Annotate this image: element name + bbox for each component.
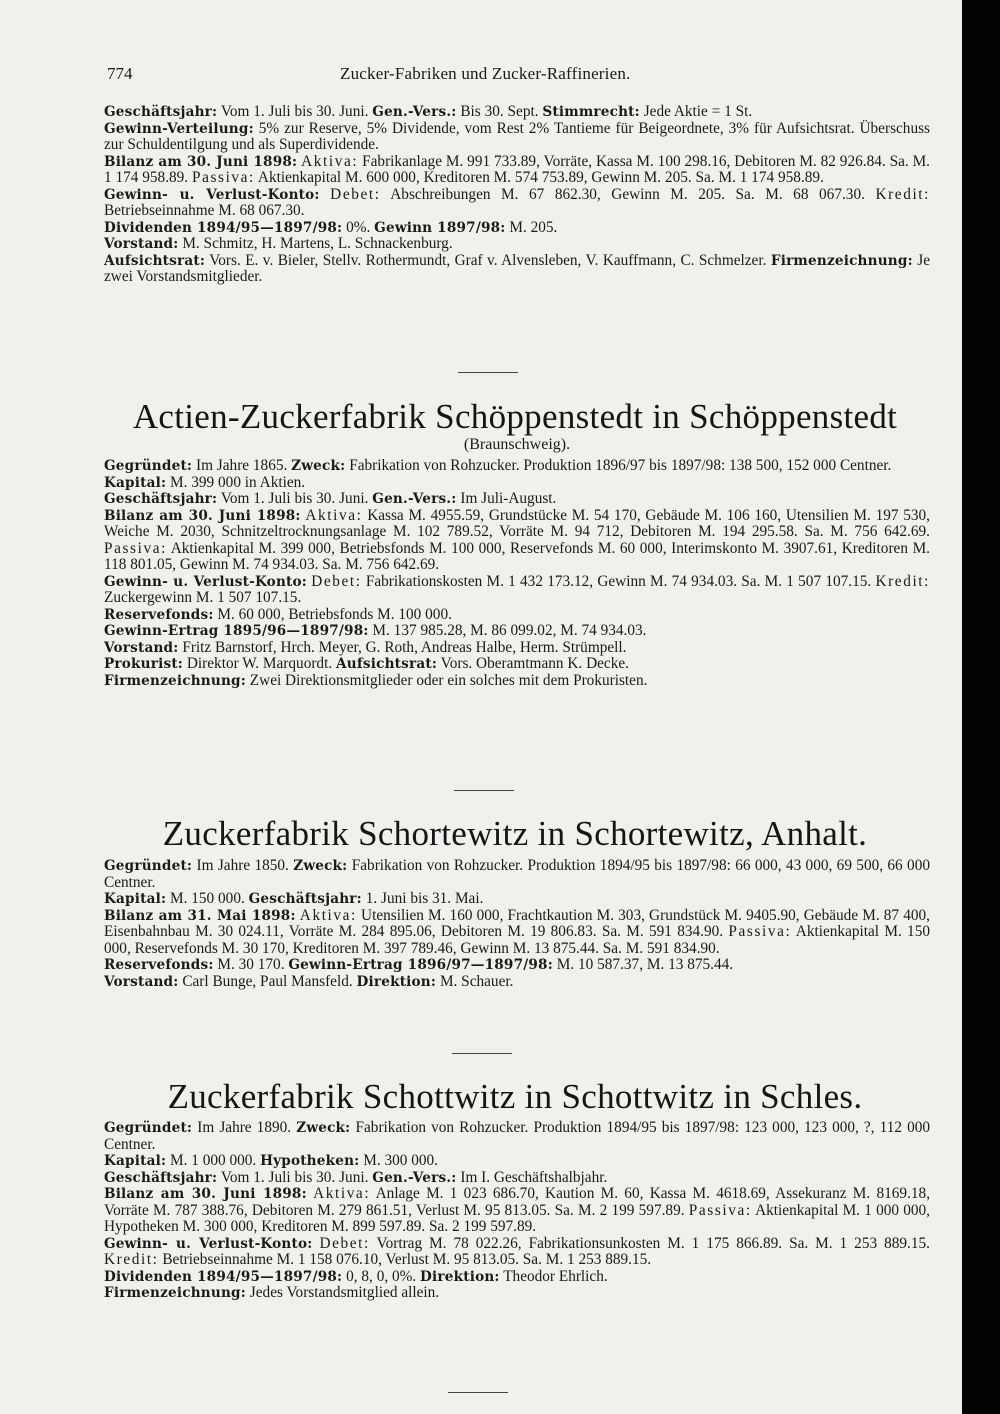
field-label: Kapital:	[104, 1153, 167, 1169]
field-sublabel: Kredit:	[875, 185, 930, 203]
field-sublabel: Aktiva:	[305, 506, 363, 524]
field-sublabel: Aktiva:	[301, 152, 359, 170]
company-entry	[104, 1120, 930, 1302]
entry-line	[104, 187, 930, 220]
field-value: Vom 1. Juli bis 30. Juni.	[220, 1168, 369, 1186]
field-value: 1. Juni bis 31. Mai.	[365, 890, 484, 907]
field-value: Vortrag M. 78 022.26, Fabrikationsunkosten M. 1 175 866.89. Sa. M. 1 253 889.15.	[376, 1234, 930, 1252]
company-title: Zuckerfabrik Schottwitz in Schottwitz in Schles.	[167, 1077, 863, 1116]
field-value: Je zwei Vorstandsmitglieder.	[104, 251, 930, 285]
entry-line	[104, 154, 930, 187]
field-value: Im I. Geschäftshalbjahr.	[460, 1168, 608, 1186]
field-label: Geschäftsjahr:	[248, 891, 362, 907]
field-label: Bilanz am 31. Mai 1898:	[104, 907, 296, 924]
field-sublabel: Debet:	[319, 1234, 370, 1252]
field-value: Im Jahre 1850.	[196, 857, 289, 874]
field-label: Direktion:	[420, 1268, 500, 1285]
field-value: M. 150 000.	[170, 890, 245, 907]
field-label: Direktion:	[356, 973, 437, 990]
field-value: Carl Bunge, Paul Mansfeld.	[182, 972, 353, 990]
field-label: Firmenzeichnung:	[104, 672, 246, 689]
field-label: Gen.-Vers.:	[372, 491, 457, 507]
section-divider	[452, 1053, 512, 1054]
field-value: M. Schmitz, H. Martens, L. Schnackenburg.	[182, 235, 453, 252]
field-label: Gen.-Vers.:	[372, 104, 457, 120]
field-value: M. 399 000 in Aktien.	[170, 473, 306, 491]
entry-line	[104, 623, 930, 640]
entry-line	[104, 458, 930, 475]
entry-line	[104, 656, 930, 673]
field-value: Im Jahre 1890.	[197, 1119, 292, 1136]
field-label: Aufsichtsrat:	[104, 252, 206, 269]
entry-line	[104, 1186, 930, 1236]
field-value: Aktienkapital M. 399 000, Betriebsfonds M. 100 000, Reservefonds M. 60 000, Interimskonto M. 3907.61, Kreditoren M. 118 801.05, Gewinn M. 74 934.03. Sa. M. 756 642.69.	[104, 539, 931, 573]
entry-line	[104, 974, 930, 991]
field-value: 0, 8, 0, 0%.	[346, 1267, 417, 1285]
entry-line	[104, 1269, 930, 1286]
field-value: Abschreibungen M. 67 862.30, Gewinn M. 205. Sa. M. 68 067.30.	[390, 185, 865, 203]
field-label: Gewinn- u. Verlust-Konto:	[104, 1235, 313, 1252]
entry-line	[104, 121, 930, 154]
field-value: M. 10 587.37, M. 13 875.44.	[556, 956, 734, 973]
entry-line	[104, 1120, 930, 1153]
field-label: Gegründet:	[104, 858, 193, 874]
entry-line	[104, 253, 930, 286]
field-value: Theodor Ehrlich.	[503, 1267, 608, 1285]
field-label: Aufsichtsrat:	[336, 656, 438, 672]
field-sublabel: Passiva:	[104, 539, 167, 557]
field-value: Aktienkapital M. 1 000 000, Hypotheken M. 300 000, Kreditoren M. 899 597.89. Sa. 2 199 597.89.	[104, 1201, 930, 1235]
field-label: Dividenden 1894/95—1897/98:	[104, 219, 343, 236]
field-label: Vorstand:	[104, 236, 179, 252]
field-label: Gen.-Vers.:	[372, 1169, 457, 1186]
entry-line	[104, 220, 930, 237]
field-sublabel: Kredit:	[875, 572, 930, 590]
company-entry	[104, 458, 930, 689]
field-label: Gewinn 1897/98:	[374, 219, 506, 236]
field-label: Bilanz am 30. Juni 1898:	[104, 153, 298, 170]
field-value: Vors. Oberamtmann K. Decke.	[440, 655, 629, 672]
field-label: Gewinn- u. Verlust-Konto:	[104, 186, 320, 203]
field-label: Zweck:	[296, 1120, 351, 1136]
field-label: Gewinn-Ertrag 1895/96—1897/98:	[104, 623, 369, 639]
field-label: Gewinn-Ertrag 1896/97—1897/98:	[288, 957, 553, 973]
field-value: Jede Aktie = 1 St.	[643, 103, 753, 120]
field-value: M. Schauer.	[439, 972, 514, 990]
field-sublabel: Passiva:	[191, 169, 255, 186]
field-label: Prokurist:	[104, 656, 184, 672]
entry-line	[104, 236, 930, 253]
field-value: M. 205.	[509, 218, 558, 236]
entry-line	[104, 508, 930, 574]
field-value: Fabrikation von Rohzucker. Produktion 1896/97 bis 1897/98: 138 500, 152 000 Centner.	[349, 457, 892, 474]
entry-line	[104, 1153, 930, 1170]
field-label: Geschäftsjahr:	[104, 491, 218, 507]
running-head	[103, 64, 933, 88]
company-location: (Braunschweig).	[463, 436, 571, 453]
entry-line	[104, 908, 930, 958]
entry-line	[104, 1285, 930, 1302]
entry-line	[104, 673, 930, 690]
entry-line	[104, 491, 930, 508]
field-sublabel: Debet:	[330, 185, 381, 203]
field-label: Kapital:	[104, 474, 167, 491]
field-sublabel: Passiva:	[688, 1201, 752, 1219]
field-value: Zwei Direktionsmitglieder oder ein solches mit dem Prokuristen.	[249, 671, 648, 689]
field-value: Vom 1. Juli bis 30. Juni.	[220, 490, 369, 507]
field-label: Zweck:	[291, 458, 346, 474]
field-label: Stimmrecht:	[542, 104, 640, 120]
entry-line	[104, 104, 930, 121]
entry-line	[104, 1170, 930, 1187]
field-value: M. 60 000, Betriebsfonds M. 100 000.	[217, 605, 452, 623]
field-sublabel: Debet:	[311, 572, 362, 590]
field-label: Kapital:	[104, 891, 167, 907]
field-label: Gegründet:	[104, 458, 193, 474]
field-value: M. 30 170.	[217, 956, 285, 973]
company-entry	[104, 858, 930, 990]
field-label: Geschäftsjahr:	[104, 104, 218, 120]
field-value: Betriebseinnahme M. 68 067.30.	[104, 202, 305, 219]
section-divider	[458, 372, 518, 373]
field-sublabel: Aktiva:	[299, 906, 357, 924]
scan-edge	[962, 0, 1000, 1414]
company-title: Actien-Zuckerfabrik Schöppenstedt in Schöppenstedt	[132, 397, 898, 436]
entry-continued	[104, 104, 930, 286]
field-label: Reservefonds:	[104, 957, 214, 973]
entry-line	[104, 574, 930, 607]
page-number: 774	[107, 64, 133, 83]
field-value: Fabrikation von Rohzucker. Produktion 1894/95 bis 1897/98: 66 000, 43 000, 69 500, 66 000 Centner.	[104, 857, 930, 891]
field-label: Gewinn-Verteilung:	[104, 120, 254, 137]
field-value: Fabrikationskosten M. 1 432 173.12, Gewinn M. 74 934.03. Sa. M. 1 507 107.15.	[365, 572, 872, 590]
field-sublabel: Passiva:	[728, 923, 792, 940]
field-label: Zweck:	[293, 858, 348, 874]
field-value: M. 300 000.	[363, 1152, 439, 1169]
entry-line	[104, 475, 930, 492]
field-label: Gewinn- u. Verlust-Konto:	[104, 573, 307, 590]
field-value: Betriebseinnahme M. 1 158 076.10, Verlust M. 95 813.05. Sa. M. 1 253 889.15.	[162, 1251, 652, 1268]
field-label: Firmenzeichnung:	[104, 1285, 246, 1301]
field-label: Reservefonds:	[104, 606, 214, 623]
entry-line	[104, 957, 930, 974]
field-value: Fabrikanlage M. 991 733.89, Vorräte, Kassa M. 100 298.16, Debitoren M. 82 926.84. Sa. M. 1 174 958.89.	[104, 152, 931, 186]
field-value: Im Juli-August.	[460, 490, 557, 507]
entry-line	[104, 607, 930, 624]
field-label: Dividenden 1894/95—1897/98:	[104, 1268, 343, 1285]
entry-line	[104, 1236, 930, 1269]
field-label: Hypotheken:	[260, 1153, 360, 1169]
entry-line	[104, 891, 930, 908]
field-label: Vorstand:	[104, 639, 179, 656]
field-label: Bilanz am 30. Juni 1898:	[104, 1186, 307, 1202]
field-value: Bis 30. Sept.	[460, 103, 539, 120]
entry-line	[104, 640, 930, 657]
field-sublabel: Kredit:	[104, 1251, 159, 1268]
field-label: Geschäftsjahr:	[104, 1169, 218, 1186]
field-label: Gegründet:	[104, 1120, 193, 1136]
field-value: Zuckergewinn M. 1 507 107.15.	[104, 589, 302, 606]
field-value: M. 1 000 000.	[170, 1152, 257, 1169]
field-value: Direktor W. Marquordt.	[186, 655, 333, 672]
field-value: Im Jahre 1865.	[195, 457, 288, 474]
field-value: Vom 1. Juli bis 30. Juni.	[220, 103, 369, 120]
field-value: 0%.	[346, 218, 371, 236]
field-value: M. 137 985.28, M. 86 099.02, M. 74 934.03.	[372, 622, 647, 639]
field-value: Kassa M. 4955.59, Grundstücke M. 54 170, Gebäude M. 106 160, Utensilien M. 197 530, Weiche M. 2030, Schnitzeltrocknungsanlage M. 102 789.52, Vorräte M. 94 712, Debitoren M. 194 295.58. Sa. M. 756 642.69.	[104, 506, 931, 540]
field-value: Vors. E. v. Bieler, Stellv. Rothermundt, Graf v. Alvensleben, V. Kauffmann, C. Schmelzer.	[209, 251, 767, 269]
field-value: Fritz Barnstorf, Hrch. Meyer, G. Roth, Andreas Halbe, Herm. Strümpell.	[182, 638, 627, 656]
field-value: Jedes Vorstandsmitglied allein.	[249, 1284, 440, 1301]
field-sublabel: Aktiva:	[313, 1185, 371, 1202]
field-value: Aktienkapital M. 150 000, Reservefonds M. 30 170, Kreditoren M. 397 789.46, Gewinn M. 13 875.44. Sa. M. 591 834.90.	[104, 923, 931, 957]
field-label: Firmenzeichnung:	[770, 252, 913, 269]
field-value: Anlage M. 1 023 686.70, Kaution M. 60, Kassa M. 4618.69, Assekuranz M. 8169.18, Vorräte M. 787 388.76, Debitoren M. 279 861.51, Verlust M. 95 813.05. Sa. M. 2 199 597.89.	[104, 1185, 931, 1219]
section-divider	[448, 1392, 508, 1393]
field-label: Bilanz am 30. Juni 1898:	[104, 507, 301, 524]
field-value: Fabrikation von Rohzucker. Produktion 1894/95 bis 1897/98: 123 000, 123 000, ?, 112 000 Centner.	[104, 1119, 931, 1153]
entry-line	[104, 858, 930, 891]
field-value: Utensilien M. 160 000, Frachtkaution M. 303, Grundstück M. 9405.90, Gebäude M. 87 400, Eisenbahnbau M. 30 024.11, Vorräte M. 284 895.06, Debitoren M. 19 806.83. Sa. M. 591 834.90.	[104, 906, 930, 940]
section-divider	[454, 790, 514, 791]
company-title: Zuckerfabrik Schortewitz in Schortewitz, Anhalt.	[162, 814, 868, 853]
field-label: Vorstand:	[104, 973, 179, 990]
field-value: 5% zur Reserve, 5% Dividende, vom Rest 2% Tantieme für Beigeordnete, 3% für Aufsichtsrat. Überschuss zur Schuldentilgung und als Superdividende.	[104, 119, 931, 153]
field-value: Aktienkapital M. 600 000, Kreditoren M. 574 753.89, Gewinn M. 205. Sa. M. 1 174 958.89.	[257, 169, 824, 186]
running-head-title: Zucker-Fabriken und Zucker-Raffinerien.	[340, 64, 631, 83]
